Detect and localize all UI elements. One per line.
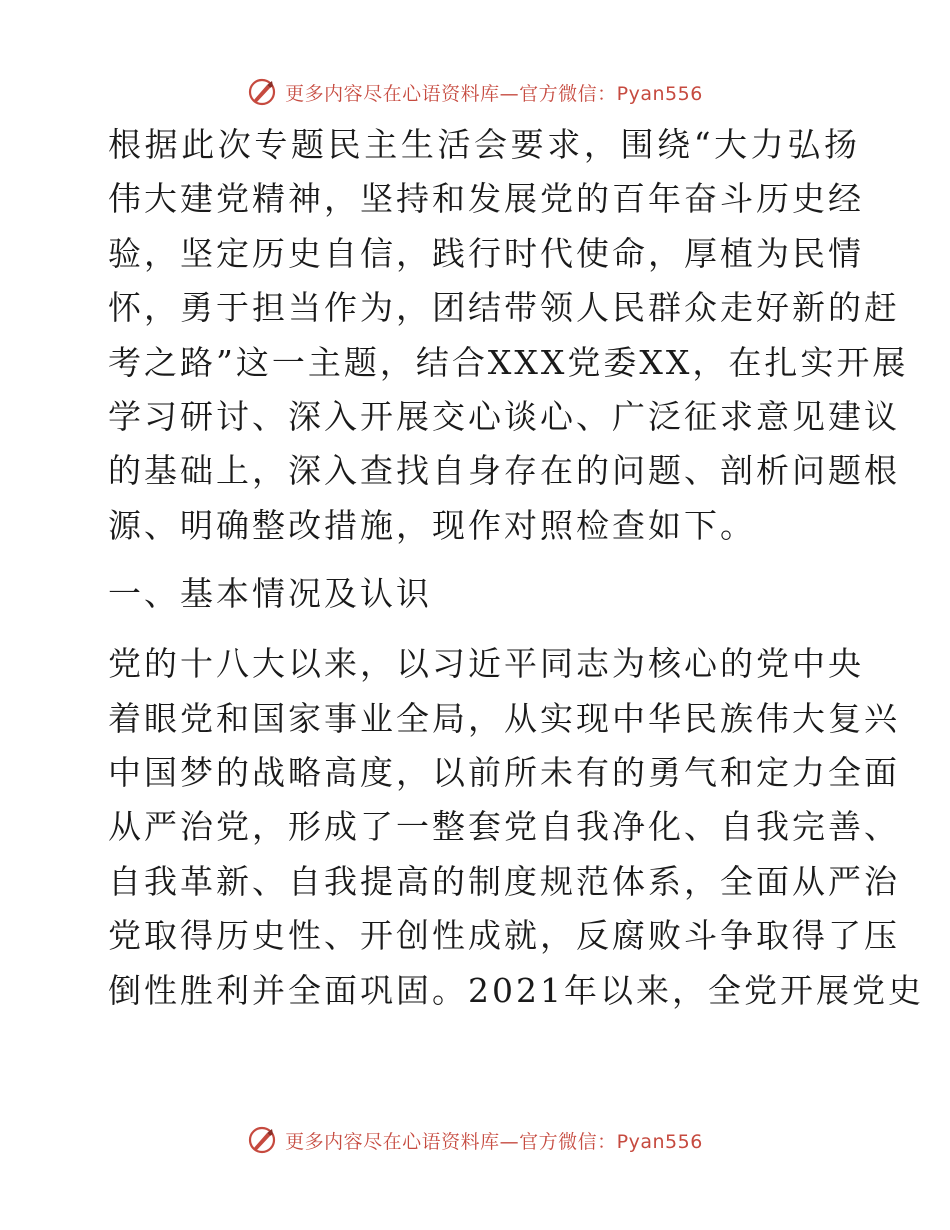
watermark-footer	[0, 1120, 950, 1160]
text-line: 根据此次专题民主生活会要求，围绕“大力弘扬	[108, 125, 860, 164]
text-line: 党的十八大以来，以习近平同志为核心的党中央	[108, 644, 864, 684]
text-line: 自我革新、自我提高的制度规范体系，全面从严治	[108, 861, 900, 901]
text-line: 的基础上，深入查找自身存在的问题、剖析问题根	[108, 451, 900, 491]
quill-logo-icon	[247, 1125, 277, 1155]
body-paragraph	[100, 637, 924, 1018]
text-line: 怀，勇于担当作为，团结带领人民群众走好新的赶	[108, 288, 900, 328]
text-line: 源、明确整改措施，现作对照检查如下。	[108, 505, 756, 545]
text-line: 倒性胜利并全面巩固。2021年以来，全党开展党史	[108, 970, 924, 1010]
text-line: 验，坚定历史自信，践行时代使命，厚植为民情	[108, 233, 864, 273]
watermark-header	[0, 72, 950, 112]
quill-logo-icon	[247, 77, 277, 107]
text-line: 考之路”这一主题，结合XXX党委XX，在扎实开展	[108, 342, 909, 382]
intro-paragraph	[100, 118, 909, 553]
text-line: 学习研讨、深入开展交心谈心、广泛征求意见建议	[108, 397, 900, 437]
watermark-text: 更多内容尽在心语资料库—官方微信：Pyan556	[285, 1130, 703, 1153]
document-body	[100, 118, 924, 1018]
watermark-text: 更多内容尽在心语资料库—官方微信：Pyan556	[285, 82, 703, 105]
text-line: 中国梦的战略高度，以前所未有的勇气和定力全面	[108, 753, 900, 793]
text-line: 着眼党和国家事业全局，从实现中华民族伟大复兴	[108, 698, 900, 738]
text-line: 伟大建党精神，坚持和发展党的百年奋斗历史经	[108, 179, 864, 219]
text-line: 党取得历史性、开创性成就，反腐败斗争取得了压	[108, 916, 900, 956]
text-line: 从严治党，形成了一整套党自我净化、自我完善、	[108, 807, 900, 847]
section-heading: 一、基本情况及认识	[108, 574, 432, 614]
